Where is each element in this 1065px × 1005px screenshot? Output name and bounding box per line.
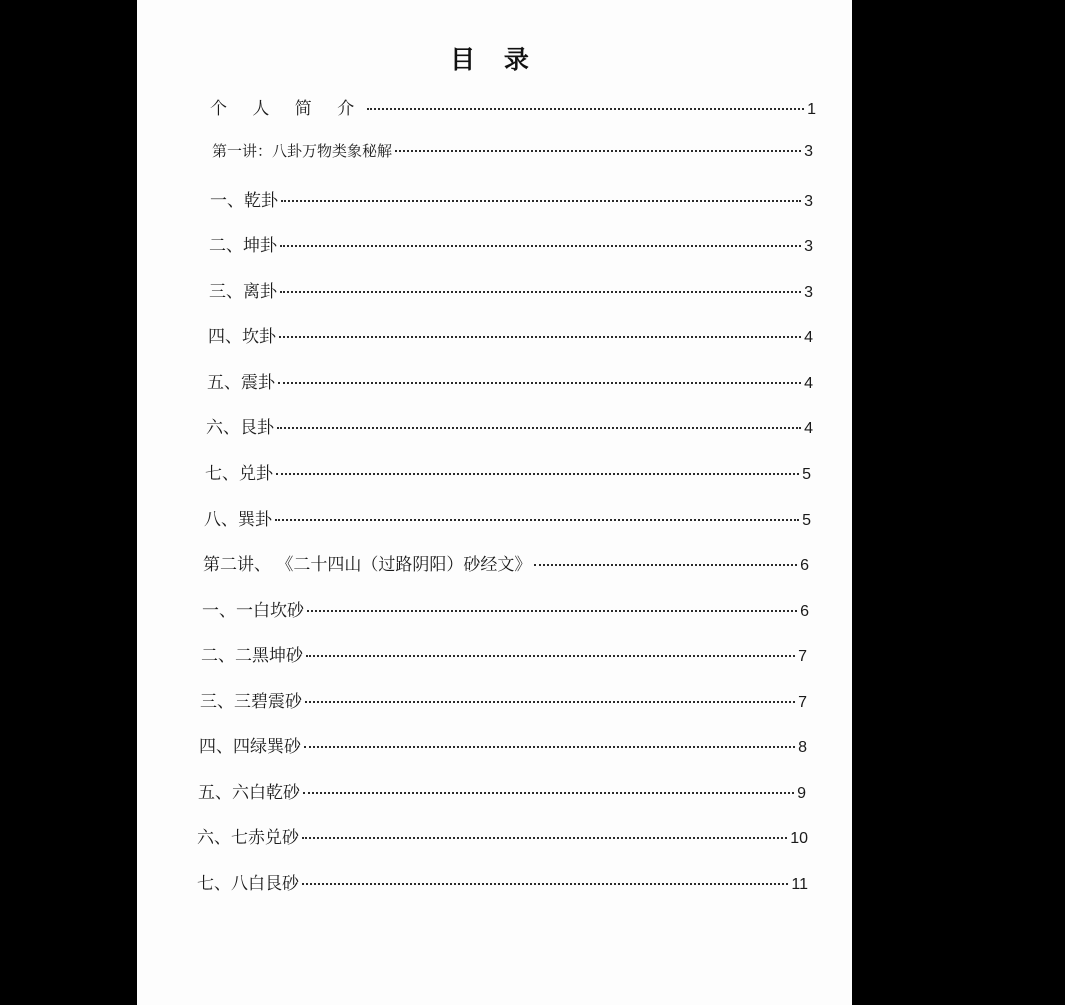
- toc-entry: [200, 687, 807, 715]
- toc-entry-page: 3: [804, 143, 813, 160]
- toc-entry-page: 5: [802, 466, 811, 483]
- toc-entry-page: 10: [790, 830, 808, 847]
- toc-entry: [204, 505, 811, 533]
- toc-entry-page: 3: [804, 238, 813, 255]
- toc-leader: [281, 200, 801, 202]
- toc-entry-label: 第一讲：八卦万物类象秘解: [212, 142, 393, 160]
- toc-entry-label: 六、艮卦: [206, 418, 274, 438]
- toc-leader: [280, 245, 801, 247]
- toc-entry-label: 一、乾卦: [210, 191, 278, 211]
- toc-entry-label: 三、三碧震砂: [200, 692, 302, 712]
- toc-entry-page: 7: [798, 648, 807, 665]
- toc-entry-page: 6: [800, 557, 809, 574]
- page-title: 目 录: [450, 45, 539, 74]
- toc-entry-page: 5: [802, 512, 811, 529]
- toc-leader: [305, 701, 795, 703]
- toc-leader: [302, 883, 788, 885]
- toc-entry-label: 第二讲、 《二十四山（过路阴阳）砂经文》: [203, 555, 532, 575]
- toc-entry-label: 四、坎卦: [208, 327, 276, 347]
- toc-entry-page: 6: [800, 603, 809, 620]
- toc-entry-page: 1: [807, 101, 816, 118]
- toc-entry: [207, 368, 813, 396]
- toc-entry-label: 八、巽卦: [204, 510, 272, 530]
- toc-entry-page: 11: [791, 876, 808, 893]
- toc-entry-label: 六、七赤兑砂: [197, 828, 299, 848]
- toc-entry-page: 7: [798, 694, 807, 711]
- toc-entry: [210, 94, 816, 122]
- toc-entry-label: 二、二黑坤砂: [201, 646, 303, 666]
- toc-leader: [278, 382, 801, 384]
- toc-entry: [206, 413, 813, 441]
- toc-entry: [197, 823, 808, 851]
- toc-leader: [302, 837, 787, 839]
- toc-entry-label: 个 人 简 介: [210, 99, 365, 119]
- toc-entry: [199, 732, 807, 760]
- toc-entry-label: 七、兑卦: [205, 464, 273, 484]
- toc-entry-page: 4: [804, 329, 813, 346]
- toc-entry: [208, 322, 813, 350]
- toc-entry: [205, 459, 811, 487]
- document-page: [137, 0, 852, 1005]
- toc-entry: [209, 231, 813, 259]
- toc-leader: [395, 150, 801, 152]
- toc-leader: [279, 336, 801, 338]
- toc-entry: [197, 869, 808, 897]
- toc-entry-label: 七、八白艮砂: [197, 874, 299, 894]
- toc-entry: [198, 778, 806, 806]
- toc-entry-label: 三、离卦: [209, 282, 277, 302]
- toc-entry-label: 五、六白乾砂: [198, 783, 300, 803]
- toc-leader: [306, 655, 795, 657]
- toc-entry: [203, 550, 809, 578]
- toc-entry-page: 3: [804, 193, 813, 210]
- toc-entry-label: 一、一白坎砂: [202, 601, 304, 621]
- toc-entry-page: 4: [804, 420, 813, 437]
- toc-leader: [307, 610, 797, 612]
- toc-entry-page: 3: [804, 284, 813, 301]
- toc-entry: [202, 596, 809, 624]
- toc-entry: [212, 140, 813, 168]
- toc-entry-page: 4: [804, 375, 813, 392]
- toc-leader: [303, 792, 794, 794]
- toc-entry-label: 二、坤卦: [209, 236, 277, 256]
- toc-leader: [280, 291, 801, 293]
- toc-entry: [201, 641, 807, 669]
- toc-entry-label: 四、四绿巽砂: [199, 737, 301, 757]
- toc-leader: [276, 473, 799, 475]
- toc-leader: [367, 108, 804, 110]
- toc-entry: [209, 277, 813, 305]
- toc-leader: [304, 746, 795, 748]
- toc-leader: [534, 564, 797, 566]
- toc-entry-label: 五、震卦: [207, 373, 275, 393]
- toc-leader: [277, 427, 801, 429]
- toc-entry-page: 8: [798, 739, 807, 756]
- toc-entry: [210, 186, 813, 214]
- toc-entry-page: 9: [797, 785, 806, 802]
- toc-leader: [275, 519, 799, 521]
